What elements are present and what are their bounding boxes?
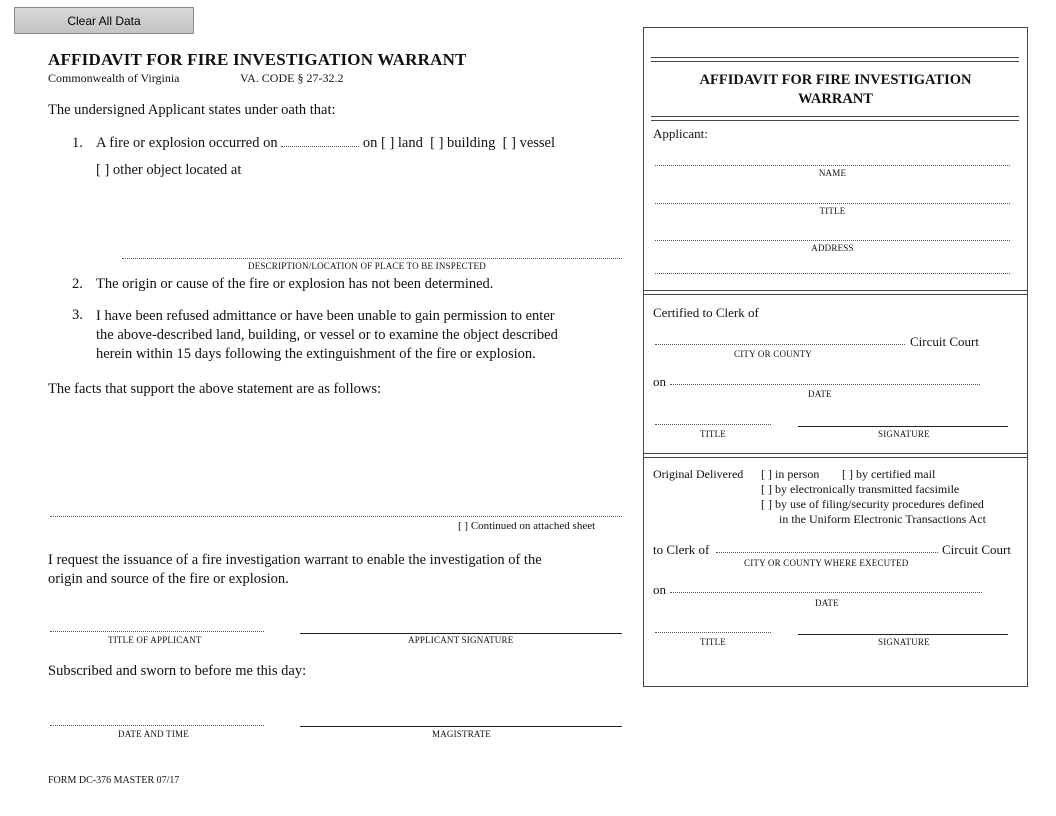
item2-text: The origin or cause of the fire or explosion has not been determined.: [96, 276, 494, 292]
item1-number: 1.: [72, 135, 83, 151]
applicant-name-label: NAME: [818, 168, 847, 178]
building-label: building: [447, 135, 496, 151]
jurisdiction: Commonwealth of Virginia: [48, 71, 180, 85]
panel-top-rule: [651, 57, 1019, 62]
applicant-address-label: ADDRESS: [811, 243, 854, 253]
panel-title-line2: WARRANT: [798, 91, 873, 107]
certified-city-county-label: CITY OR COUNTY: [734, 349, 812, 359]
panel-title-rule: [651, 116, 1019, 121]
item3-line3: herein within 15 days following the extinguishment of the fire or explosion.: [96, 346, 536, 362]
clear-all-data-button[interactable]: Clear All Data: [14, 7, 194, 34]
item1-line2: [96, 162, 241, 179]
section-divider-2: [644, 453, 1027, 458]
statute-code: VA. CODE § 27-32.2: [240, 71, 344, 85]
magistrate-label: MAGISTRATE: [432, 729, 492, 739]
date-and-time-label: DATE AND TIME: [118, 729, 189, 739]
delivered-title-field[interactable]: [655, 632, 771, 633]
item3-number: 3.: [72, 307, 83, 323]
certified-date-label: DATE: [808, 389, 832, 399]
applicant-address-field[interactable]: [655, 240, 1010, 241]
certified-city-county-field[interactable]: [655, 344, 905, 345]
form-title: AFFIDAVIT FOR FIRE INVESTIGATION WARRANT: [48, 50, 467, 69]
delivered-on-label: on: [653, 582, 666, 597]
applicant-name-field[interactable]: [655, 165, 1010, 166]
date-and-time-field[interactable]: [50, 725, 264, 726]
certified-circuit-court: Circuit Court: [910, 334, 979, 349]
applicant-address-line2-field[interactable]: [655, 273, 1010, 274]
certified-title-label: TITLE: [700, 429, 726, 439]
fire-date-field[interactable]: [281, 136, 359, 147]
applicant-signature-label: APPLICANT SIGNATURE: [408, 635, 514, 645]
executed-circuit-court: Circuit Court: [942, 542, 1011, 557]
item2-number: 2.: [72, 276, 83, 292]
panel-title: [645, 71, 1026, 109]
item1-text-a: A fire or explosion occurred on: [96, 135, 278, 151]
applicant-title-label: TITLE: [819, 206, 846, 216]
delivered-date-field[interactable]: [670, 592, 982, 593]
certified-signature-label: SIGNATURE: [878, 429, 930, 439]
applicant-label: Applicant:: [653, 126, 708, 141]
item3-text: [96, 307, 558, 364]
intro-statement: The undersigned Applicant states under oath that:: [48, 102, 336, 118]
description-location-label: DESCRIPTION/LOCATION OF PLACE TO BE INSPECTED: [248, 261, 486, 271]
facts-field[interactable]: [50, 516, 622, 517]
magistrate-signature-line: [300, 726, 622, 727]
section-divider-1: [644, 290, 1027, 295]
filing-procedures-label-2: in the Uniform Electronic Transactions Act: [779, 512, 986, 526]
delivered-signature-label: SIGNATURE: [878, 637, 930, 647]
other-object-label: other object located at: [112, 162, 242, 178]
delivered-signature-line: [798, 634, 1008, 635]
continued-on-attached-sheet-checkbox[interactable]: [ ] Continued on attached sheet: [458, 520, 596, 532]
certified-label: Certified to Clerk of: [653, 305, 759, 320]
certified-title-field[interactable]: [655, 424, 771, 425]
applicant-signature-line: [300, 633, 622, 634]
form-number: FORM DC-376 MASTER 07/17: [48, 775, 180, 786]
applicant-title-field[interactable]: [655, 203, 1010, 204]
building-checkbox[interactable]: [ ]: [430, 135, 444, 151]
item1-text-b: on: [362, 135, 378, 151]
description-location-field[interactable]: [122, 258, 622, 259]
original-delivered-label: Original Delivered: [653, 467, 744, 481]
certified-date-field[interactable]: [670, 384, 980, 385]
delivered-title-label: TITLE: [700, 637, 726, 647]
filing-procedures-checkbox[interactable]: [ ] by use of filing/security procedures defined: [761, 497, 984, 511]
title-of-applicant-label: TITLE OF APPLICANT: [108, 635, 202, 645]
other-object-checkbox[interactable]: [ ]: [96, 162, 110, 178]
item3-line2: the above-described land, building, or vessel or to examine the object described: [96, 327, 558, 343]
land-checkbox[interactable]: [ ]: [380, 135, 395, 151]
certified-mail-checkbox[interactable]: [ ] by certified mail: [842, 467, 936, 481]
request-line1: I request the issuance of a fire investigation warrant to enable the investigation of the: [48, 552, 542, 568]
certified-signature-line: [798, 426, 1008, 427]
in-person-checkbox[interactable]: [ ] in person: [761, 467, 820, 481]
executed-city-county-label: CITY OR COUNTY WHERE EXECUTED: [744, 558, 909, 568]
item1-line1: [96, 135, 555, 152]
request-statement: [48, 551, 542, 589]
executed-city-county-field[interactable]: [716, 552, 938, 553]
facsimile-checkbox[interactable]: [ ] by electronically transmitted facsimile: [761, 482, 960, 496]
to-clerk-of-label: to Clerk of: [653, 542, 710, 557]
facts-intro: The facts that support the above statement are as follows:: [48, 381, 381, 397]
panel-title-line1: AFFIDAVIT FOR FIRE INVESTIGATION: [699, 72, 972, 88]
request-line2: origin and source of the fire or explosion.: [48, 571, 289, 587]
title-of-applicant-field[interactable]: [50, 631, 264, 632]
delivered-date-label: DATE: [815, 598, 839, 608]
vessel-checkbox[interactable]: [ ]: [502, 135, 516, 151]
item3-line1: I have been refused admittance or have been unable to gain permission to enter: [96, 308, 555, 324]
vessel-label: vessel: [519, 135, 555, 151]
sworn-statement: Subscribed and sworn to before me this day:: [48, 663, 307, 679]
land-label: land: [397, 135, 423, 151]
certified-on-label: on: [653, 374, 666, 389]
